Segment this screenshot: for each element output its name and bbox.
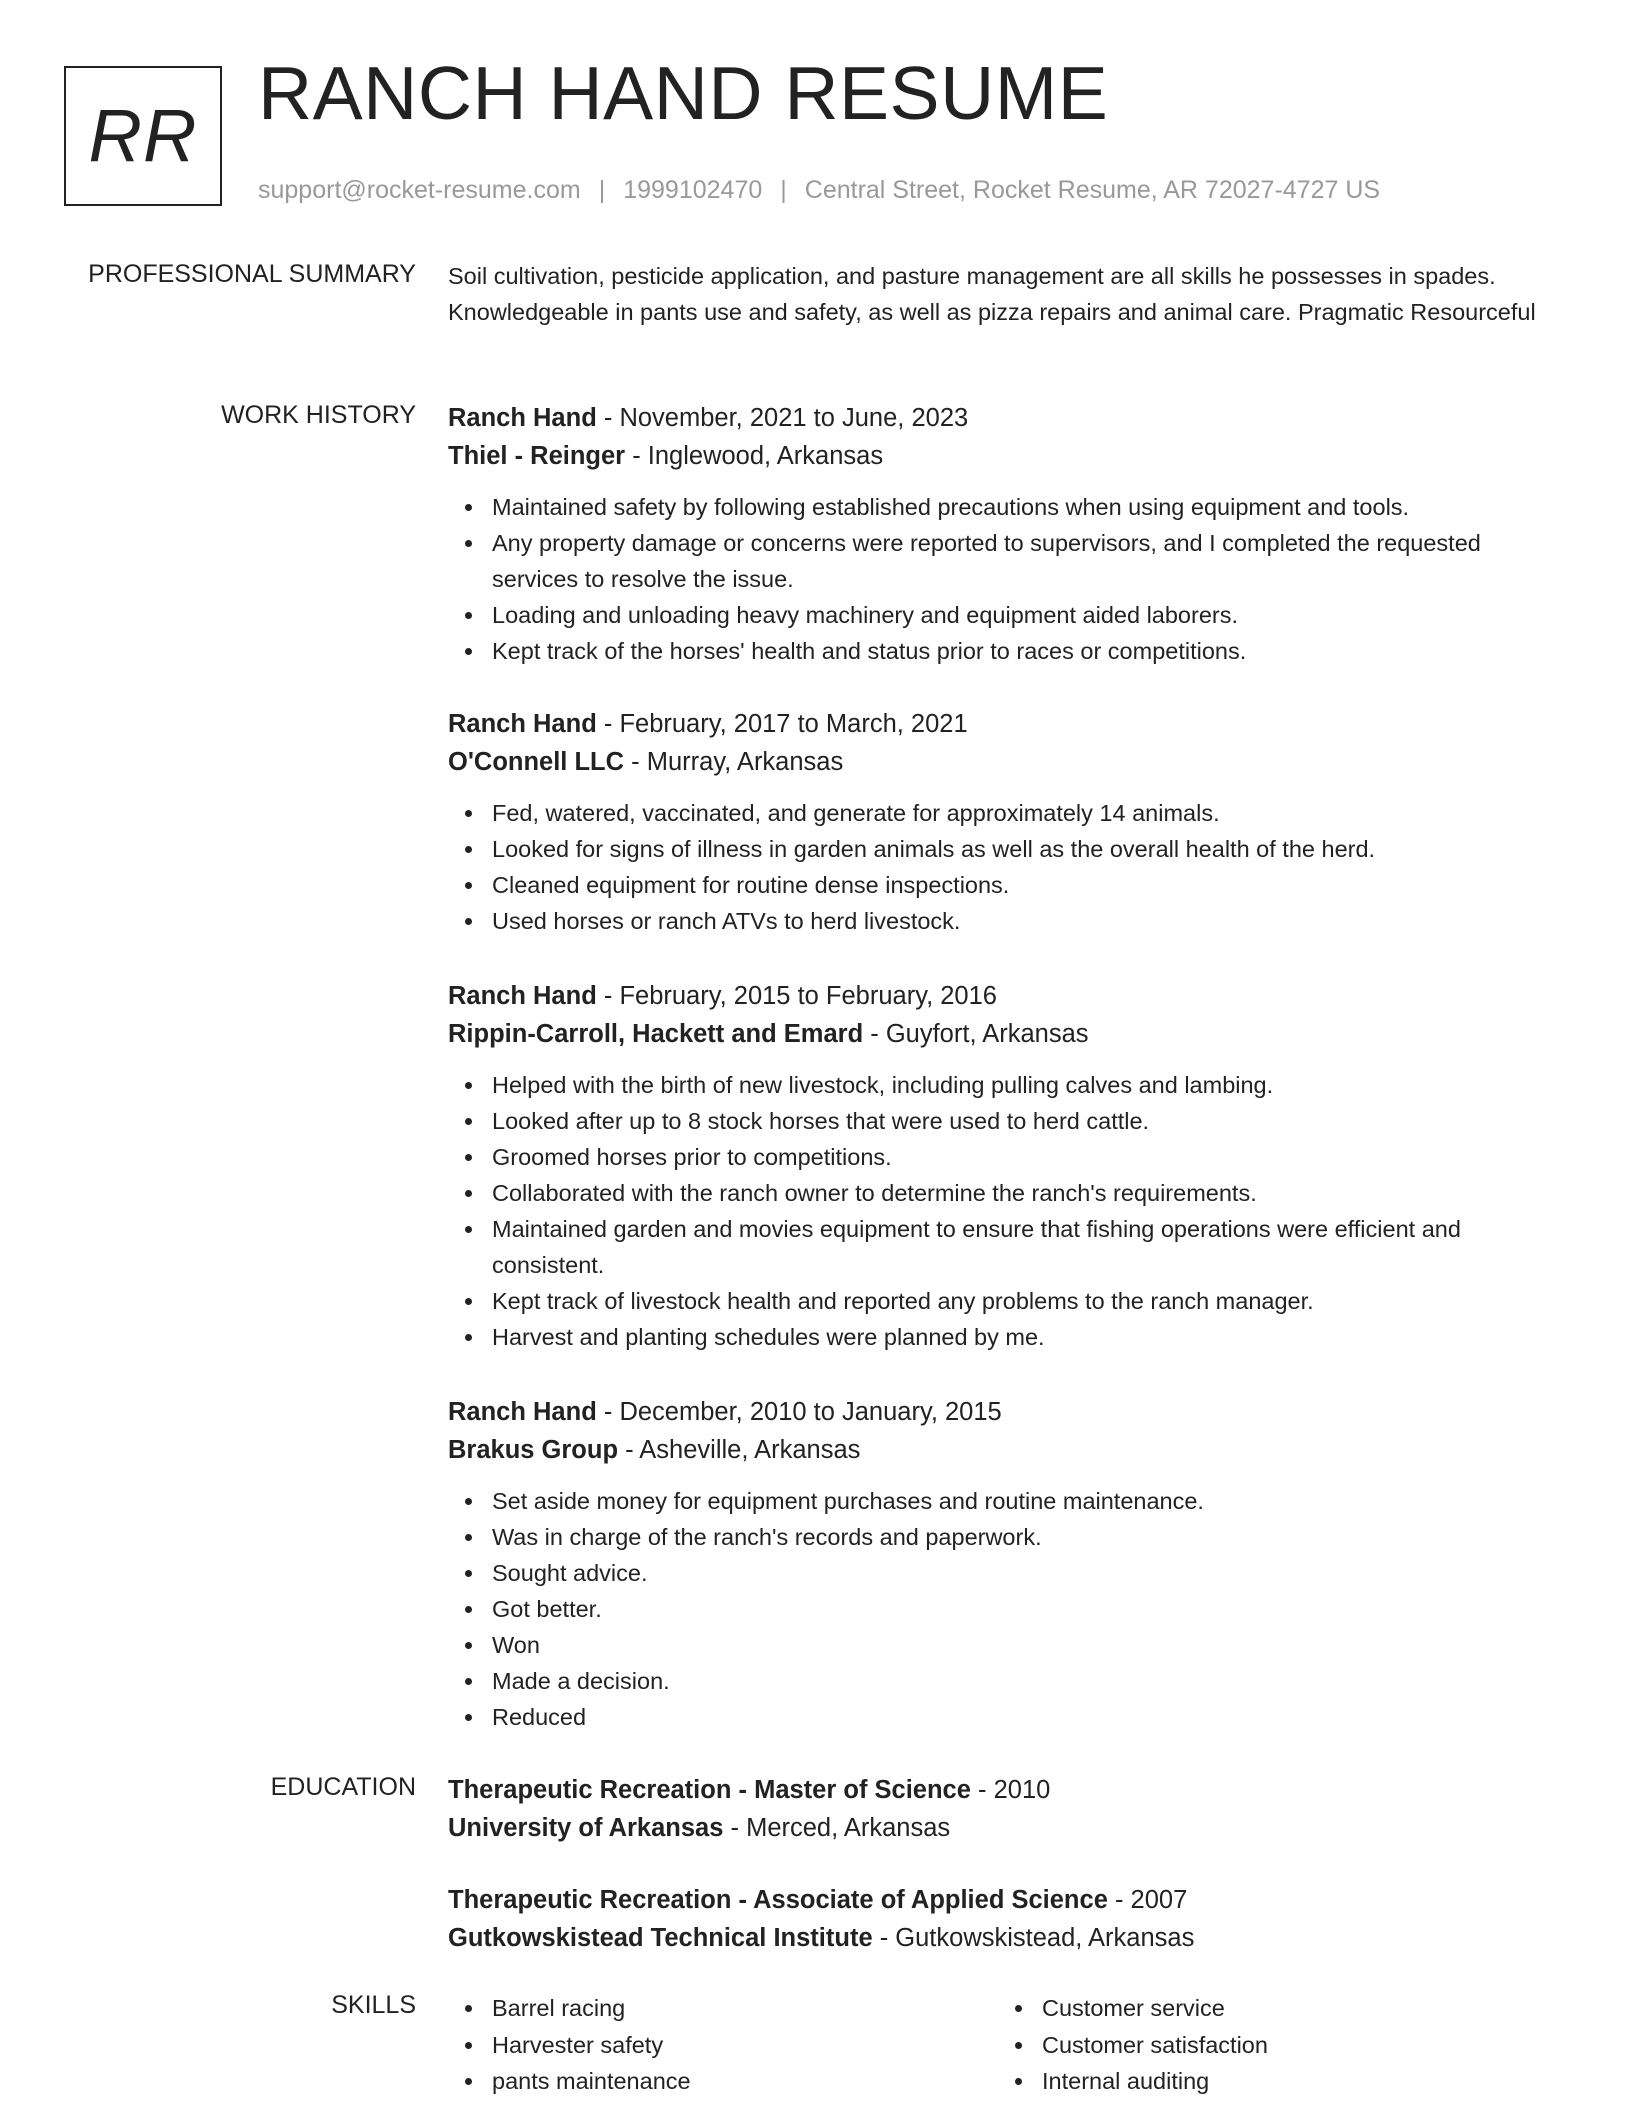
- job-title-line: [448, 1393, 1568, 1431]
- job-dates: - February, 2017 to March, 2021: [596, 710, 968, 738]
- list-item: Sought advice.: [492, 1555, 1568, 1591]
- contact-separator: |: [598, 176, 606, 204]
- school-location: - Gutkowskistead, Arkansas: [872, 1924, 1195, 1952]
- job-bullets: [448, 795, 1568, 939]
- list-item: Cleaned equipment for routine dense inspections.: [492, 867, 1568, 903]
- degree-year: - 2010: [970, 1776, 1051, 1804]
- list-item: Set aside money for equipment purchases and routine maintenance.: [492, 1483, 1568, 1519]
- list-item: Reduced: [492, 1699, 1568, 1735]
- degree-name: Therapeutic Recreation - Master of Science: [448, 1776, 971, 1804]
- skill-item: Customer service: [1042, 1990, 1268, 2027]
- job-bullets: [448, 1067, 1568, 1355]
- monogram-initials: RR: [88, 94, 198, 177]
- job-company-line: [448, 437, 1568, 475]
- job-location: - Asheville, Arkansas: [618, 1436, 861, 1464]
- school-name: Gutkowskistead Technical Institute: [448, 1924, 873, 1952]
- job-title-line: [448, 977, 1568, 1015]
- list-item: Made a decision.: [492, 1663, 1568, 1699]
- job-bullets: [448, 489, 1568, 669]
- job-location: - Guyfort, Arkansas: [863, 1020, 1089, 1048]
- list-item: Was in charge of the ranch's records and paperwork.: [492, 1519, 1568, 1555]
- job-entry: [448, 1393, 1568, 1735]
- job-title: Ranch Hand: [448, 404, 597, 432]
- job-dates: - February, 2015 to February, 2016: [596, 982, 997, 1010]
- list-item: Maintained safety by following established precautions when using equipment and tools.: [492, 489, 1568, 525]
- job-title: Ranch Hand: [448, 710, 597, 738]
- contact-email: support@rocket-resume.com: [258, 176, 581, 204]
- job-company-line: [448, 1431, 1568, 1469]
- list-item: Won: [492, 1627, 1568, 1663]
- education-entry: [448, 1881, 1568, 1957]
- skills-list-left: [448, 1990, 691, 2100]
- job-entry: [448, 977, 1568, 1355]
- degree-line: [448, 1771, 1568, 1809]
- job-location: - Inglewood, Arkansas: [625, 442, 884, 470]
- skill-item: Harvester safety: [492, 2027, 691, 2064]
- list-item: Looked for signs of illness in garden animals as well as the overall health of the herd.: [492, 831, 1568, 867]
- degree-year: - 2007: [1107, 1886, 1188, 1914]
- section-label-summary: PROFESSIONAL SUMMARY: [88, 260, 416, 288]
- list-item: Maintained garden and movies equipment to ensure that fishing operations were efficient and consistent.: [492, 1211, 1568, 1283]
- job-location: - Murray, Arkansas: [624, 748, 844, 776]
- list-item: Helped with the birth of new livestock, including pulling calves and lambing.: [492, 1067, 1568, 1103]
- education-entry: [448, 1771, 1568, 1847]
- skill-item: Internal auditing: [1042, 2063, 1268, 2100]
- resume-title: RANCH HAND RESUME: [258, 51, 1109, 135]
- job-entry: [448, 705, 1568, 939]
- contact-line: [258, 176, 1380, 205]
- contact-address: Central Street, Rocket Resume, AR 72027-4727 US: [804, 176, 1381, 204]
- section-label-skills: SKILLS: [331, 1991, 416, 2019]
- list-item: Kept track of livestock health and reported any problems to the ranch manager.: [492, 1283, 1568, 1319]
- monogram-box: [64, 66, 222, 206]
- job-bullets: [448, 1483, 1568, 1735]
- job-entry: [448, 399, 1568, 669]
- section-label-work-history: WORK HISTORY: [221, 401, 416, 429]
- contact-separator: |: [780, 176, 787, 204]
- job-title: Ranch Hand: [448, 1398, 597, 1426]
- degree-name: Therapeutic Recreation - Associate of Applied Science: [448, 1886, 1108, 1914]
- job-company: Rippin-Carroll, Hackett and Emard: [448, 1020, 864, 1048]
- list-item: Groomed horses prior to competitions.: [492, 1139, 1568, 1175]
- school-line: [448, 1919, 1568, 1957]
- job-company: Thiel - Reinger: [448, 442, 626, 470]
- contact-phone: 1999102470: [623, 176, 763, 204]
- job-title: Ranch Hand: [448, 982, 597, 1010]
- job-company: O'Connell LLC: [448, 748, 625, 776]
- skill-item: Customer satisfaction: [1042, 2027, 1268, 2064]
- job-company-line: [448, 1015, 1568, 1053]
- job-dates: - December, 2010 to January, 2015: [596, 1398, 1002, 1426]
- summary-text: Soil cultivation, pesticide application, and pasture management are all skills he possesses in spades. Knowledgeable in pants use and safety, as well as pizza repairs and animal care. Pragmatic Resourceful: [448, 263, 1536, 325]
- degree-line: [448, 1881, 1568, 1919]
- list-item: Fed, watered, vaccinated, and generate for approximately 14 animals.: [492, 795, 1568, 831]
- list-item: Used horses or ranch ATVs to herd livestock.: [492, 903, 1568, 939]
- list-item: Any property damage or concerns were reported to supervisors, and I completed the requested services to resolve the issue.: [492, 525, 1568, 597]
- school-location: - Merced, Arkansas: [723, 1814, 951, 1842]
- list-item: Loading and unloading heavy machinery and equipment aided laborers.: [492, 597, 1568, 633]
- list-item: Kept track of the horses' health and status prior to races or competitions.: [492, 633, 1568, 669]
- skill-item: Barrel racing: [492, 1990, 691, 2027]
- skills-list-right: [998, 1990, 1268, 2100]
- school-name: University of Arkansas: [448, 1814, 724, 1842]
- school-line: [448, 1809, 1568, 1847]
- job-title-line: [448, 399, 1568, 437]
- section-label-education: EDUCATION: [270, 1773, 416, 1801]
- job-company: Brakus Group: [448, 1436, 619, 1464]
- list-item: Collaborated with the ranch owner to determine the ranch's requirements.: [492, 1175, 1568, 1211]
- list-item: Harvest and planting schedules were planned by me.: [492, 1319, 1568, 1355]
- job-company-line: [448, 743, 1568, 781]
- job-title-line: [448, 705, 1568, 743]
- skill-item: pants maintenance: [492, 2063, 691, 2100]
- list-item: Got better.: [492, 1591, 1568, 1627]
- job-dates: - November, 2021 to June, 2023: [596, 404, 969, 432]
- list-item: Looked after up to 8 stock horses that were used to herd cattle.: [492, 1103, 1568, 1139]
